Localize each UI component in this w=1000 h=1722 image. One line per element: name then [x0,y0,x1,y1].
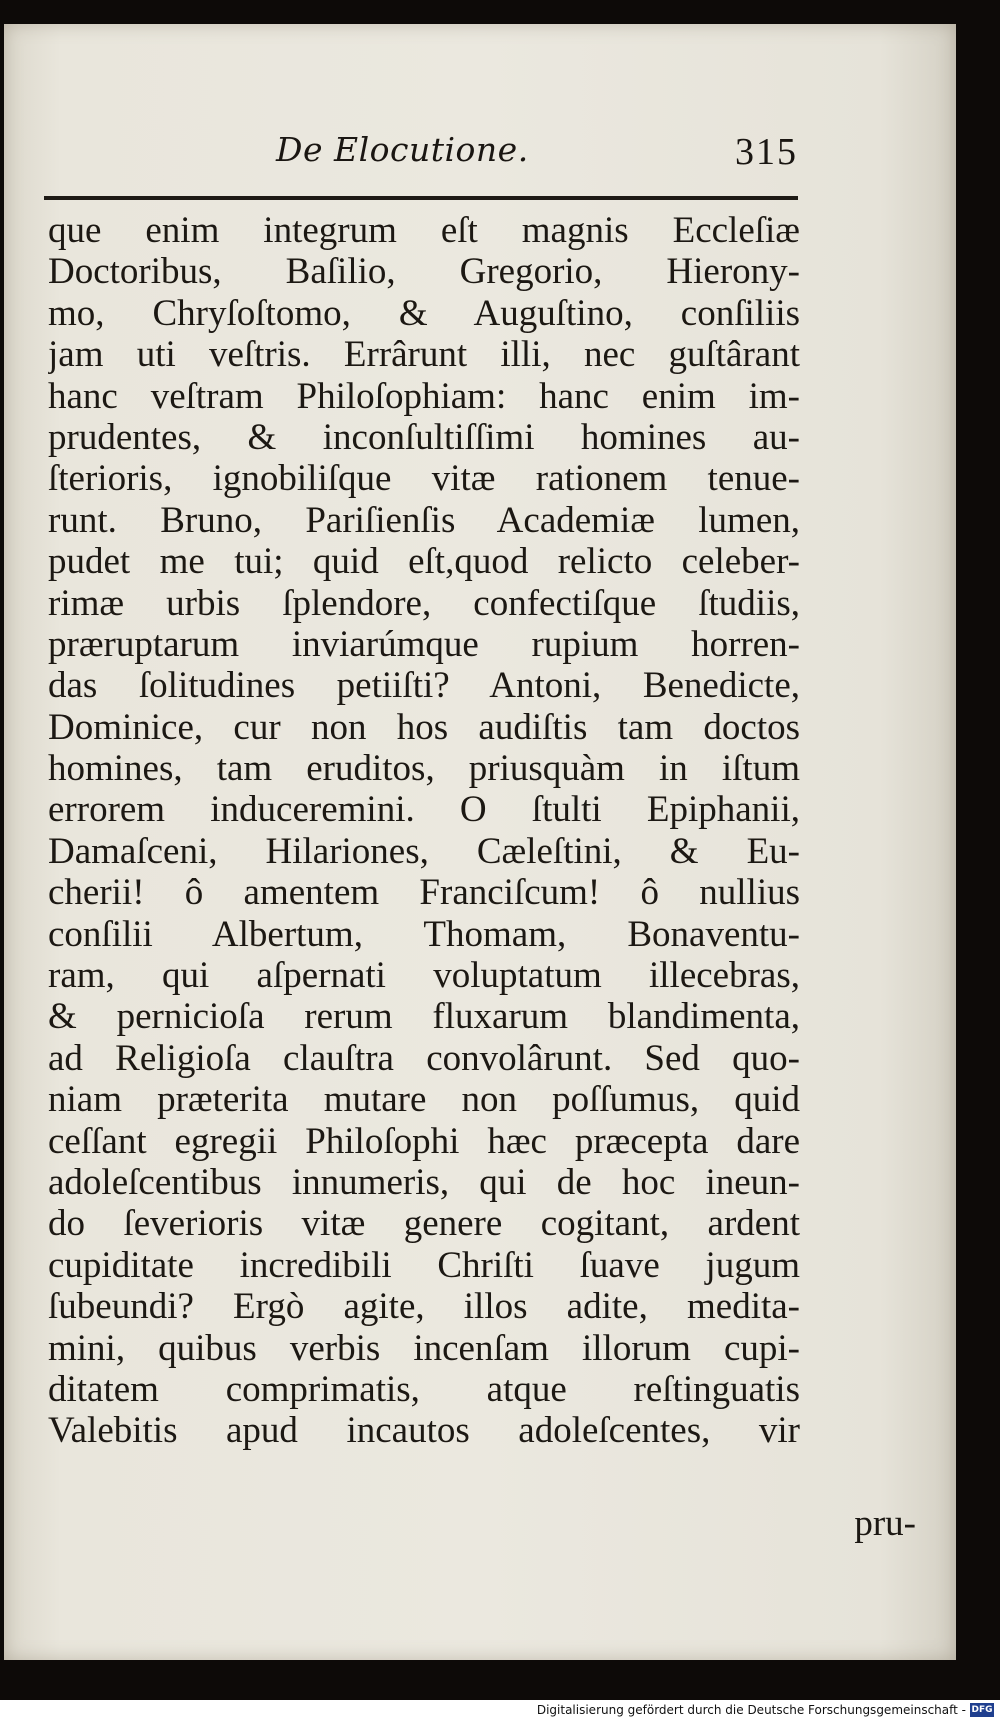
text-line: Doctoribus, Baſilio, Gregorio, Hierony- [48,251,800,293]
text-line: conſilii Albertum, Thomam, Bonaventu- [48,913,800,955]
text-line: homines, tam eruditos, priusquàm in iſtum [48,748,800,790]
text-line: ram, qui aſpernati voluptatum illecebras, [48,955,800,997]
text-line: niam præterita mutare non poſſumus, quid [48,1079,800,1121]
dfg-logo-icon: DFG [971,1705,993,1715]
text-line: ſterioris, ignobiliſque vitæ rationem tenue- [48,458,800,500]
text-line: cherii! ô amentem Franciſcum! ô nullius [48,872,800,914]
text-line: rimæ urbis ſplendore, confectiſque ſtudiis, [48,582,800,624]
text-line: mini, quibus verbis incenſam illorum cupi- [48,1327,800,1369]
paper-page [4,24,956,1660]
text-line: errorem induceremini. O ſtulti Epiphanii, [48,789,800,831]
text-line: jam uti veſtris. Errârunt illi, nec guſtârant [48,334,800,376]
running-head [44,124,798,186]
text-line: mo, Chryſoſtomo, & Auguſtino, conſiliis [48,292,800,334]
text-line: que enim integrum eſt magnis Eccleſiæ [48,210,800,251]
text-line: Damaſceni, Hilariones, Cæleſtini, & Eu- [48,830,800,872]
text-line: ſubeundi? Ergò agite, illos adite, medita- [48,1286,800,1328]
header-rule [44,196,798,200]
text-line: das ſolitudines petiiſti? Antoni, Benedicte, [48,665,800,707]
text-line: ditatem comprimatis, atque reſtinguatis [48,1368,800,1410]
text-line: prudentes, & inconſultiſſimi homines au- [48,416,800,458]
scan-border [0,1660,1000,1700]
text-line: adoleſcentibus innumeris, qui de hoc ineun- [48,1161,800,1203]
text-line: præruptarum inviarúmque rupium horren- [48,623,800,665]
body-text [48,210,800,1452]
catchword: pru- [854,1503,916,1544]
text-line: Valebitis apud incautos adoleſcentes, vir [48,1410,800,1452]
text-line: ad Religioſa clauſtra convolârunt. Sed quo- [48,1037,800,1079]
text-line: runt. Bruno, Pariſienſis Academiæ lumen, [48,499,800,541]
funding-credit: Digitalisierung gefördert durch die Deutsche Forschungsgemeinschaft - [536,1703,966,1717]
text-line: cupiditate incredibili Chriſti ſuave jugum [48,1244,800,1286]
text-line: & pernicioſa rerum fluxarum blandimenta, [48,996,800,1038]
running-title: De Elocutione. [276,130,529,169]
text-line: ceſſant egregii Philoſophi hæc præcepta dare [48,1120,800,1162]
text-line: pudet me tui; quid eſt,quod relicto celeber- [48,541,800,583]
text-line: hanc veſtram Philoſophiam: hanc enim im- [48,375,800,417]
text-line: do ſeverioris vitæ genere cogitant, ardent [48,1203,800,1245]
text-line: Dominice, cur non hos audiſtis tam doctos [48,706,800,748]
page-number: 315 [735,131,798,173]
digitization-footer [0,1700,1000,1722]
